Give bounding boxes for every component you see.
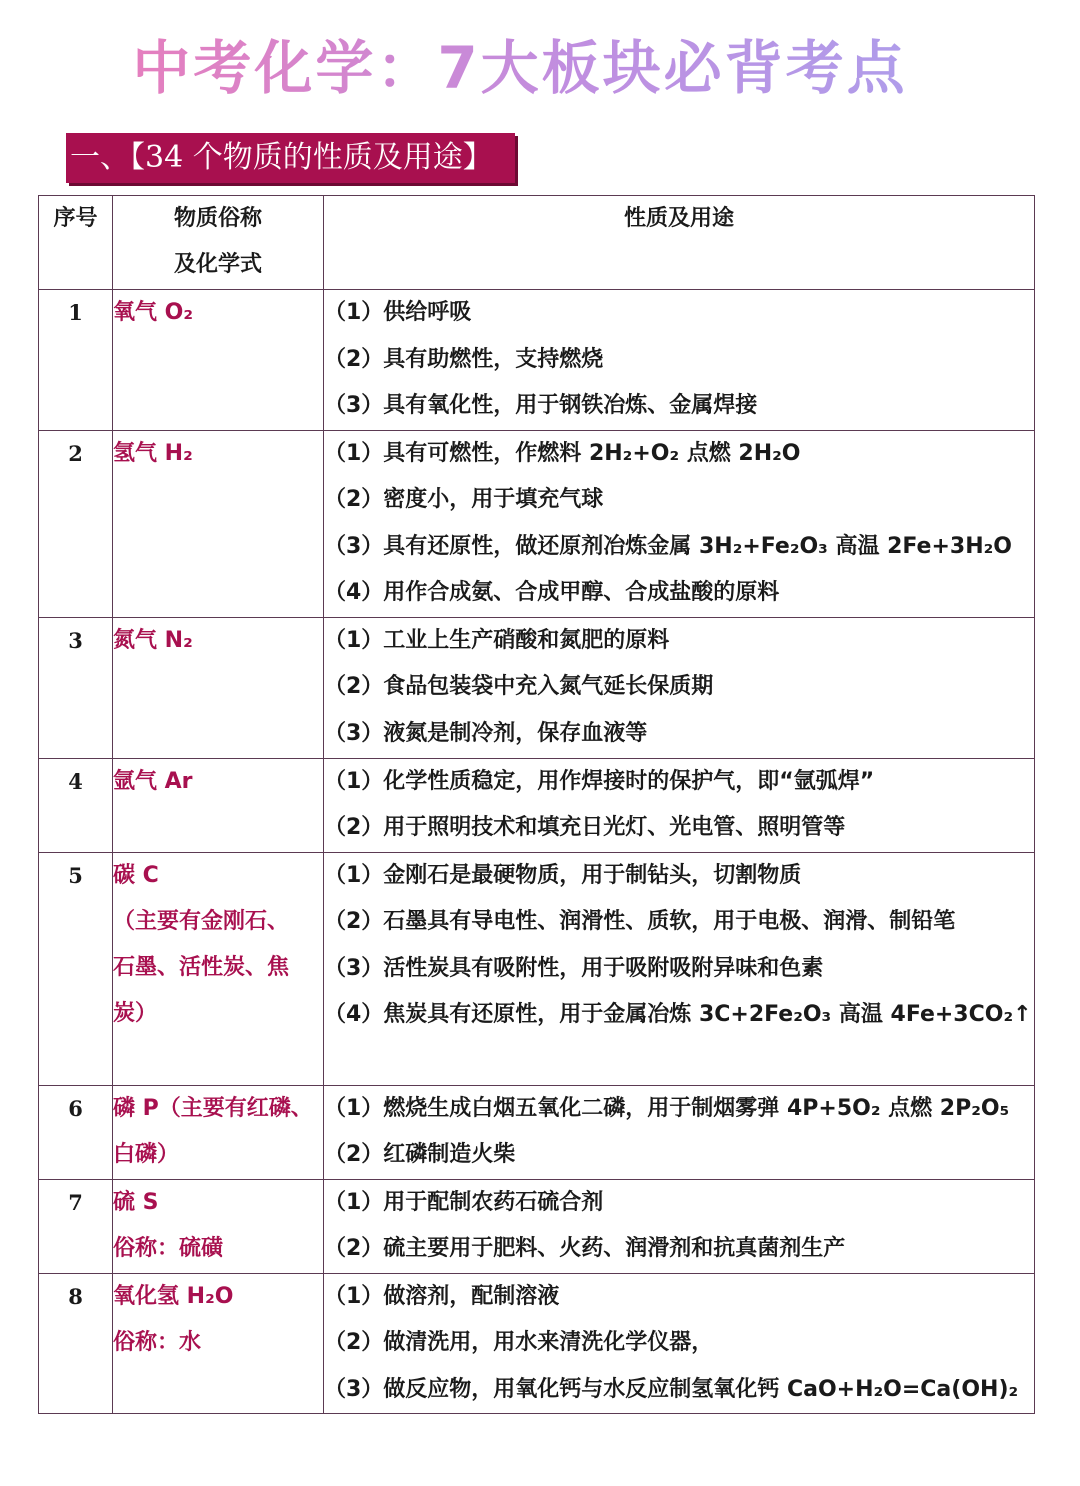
substance-name-line: （主要有金刚石、 [113, 908, 290, 934]
row-number: 5 [39, 852, 113, 1085]
use-item: （1）用于配制农药石硫合剂 [324, 1189, 604, 1215]
substance-name-line: 硫 S [113, 1189, 159, 1215]
substance-name [113, 430, 324, 617]
substance-name-line: 氧化氢 H₂O [113, 1283, 234, 1309]
substance-name [113, 290, 324, 431]
page-title: 中考化学：7大板块必背考点 [0, 30, 1040, 106]
substance-name-line: 俗称：硫磺 [113, 1235, 224, 1261]
substance-name [113, 1179, 324, 1273]
use-item: （1）做溶剂，配制溶液 [324, 1283, 560, 1309]
table-header-row [39, 196, 1035, 290]
row-number: 2 [39, 430, 113, 617]
substance-uses [324, 1085, 1035, 1179]
substance-name [113, 1273, 324, 1414]
use-item: （1）化学性质稳定，用作焊接时的保护气，即“氩弧焊” [324, 768, 875, 794]
use-item: （3）具有还原性，做还原剂冶炼金属 3H₂+Fe₂O₃ 高温 2Fe+3H₂O [324, 533, 1012, 559]
use-item: （3）液氮是制冷剂，保存血液等 [324, 720, 648, 746]
use-item: （2）食品包装袋中充入氮气延长保质期 [324, 674, 714, 699]
substance-uses [324, 430, 1035, 617]
use-item: （2）密度小，用于填充气球 [324, 487, 604, 512]
substance-name-line: 俗称：水 [113, 1329, 202, 1355]
table-row [39, 617, 1035, 758]
substance-name-line: 氮气 N₂ [113, 627, 193, 653]
use-item: （2）硫主要用于肥料、火药、润滑剂和抗真菌剂生产 [324, 1236, 846, 1261]
use-item: （1）工业上生产硝酸和氮肥的原料 [324, 627, 670, 653]
use-item: （1）燃烧生成白烟五氧化二磷，用于制烟雾弹 4P+5O₂ 点燃 2P₂O₅ [324, 1095, 1010, 1121]
use-item: （1）金刚石是最硬物质，用于制钻头，切割物质 [324, 862, 802, 888]
substance-name [113, 852, 324, 1085]
row-number: 7 [39, 1179, 113, 1273]
header-name-line1: 物质俗称 [173, 206, 262, 231]
substance-name-line: 磷 P（主要有红磷、 [113, 1095, 313, 1121]
row-number: 1 [39, 290, 113, 431]
row-number: 3 [39, 617, 113, 758]
row-number: 6 [39, 1085, 113, 1179]
table-row [39, 430, 1035, 617]
row-number: 4 [39, 758, 113, 852]
substance-name [113, 758, 324, 852]
use-item: （3）活性炭具有吸附性，用于吸附吸附异味和色素 [324, 955, 824, 981]
table-row [39, 758, 1035, 852]
use-item: （2）红磷制造火柴 [324, 1142, 516, 1167]
use-item: （1）具有可燃性，作燃料 2H₂+O₂ 点燃 2H₂O [324, 440, 801, 466]
substance-uses [324, 617, 1035, 758]
use-item: （3）具有氧化性，用于钢铁冶炼、金属焊接 [324, 393, 758, 418]
use-item: （2）用于照明技术和填充日光灯、光电管、照明管等 [324, 815, 846, 840]
substance-name-line: 白磷） [113, 1141, 180, 1167]
table-row [39, 1273, 1035, 1414]
table-row [39, 1085, 1035, 1179]
substance-uses [324, 1273, 1035, 1414]
substance-name-line: 石墨、活性炭、焦 [113, 954, 290, 980]
use-item: （2）做清洗用，用水来清洗化学仪器， [324, 1330, 714, 1355]
substance-name-line: 碳 C [113, 862, 159, 888]
use-item: （3）做反应物，用氧化钙与水反应制氢氧化钙 CaO+H₂O=Ca(OH)₂ [324, 1376, 1019, 1402]
substance-name-line: 氩气 Ar [113, 768, 193, 794]
use-item: （4）用作合成氨、合成甲醇、合成盐酸的原料 [324, 580, 780, 605]
use-item: （4）焦炭具有还原性，用于金属冶炼 3C+2Fe₂O₃ 高温 4Fe+3CO₂↑ [324, 1002, 1032, 1027]
table-row [39, 290, 1035, 431]
properties-table [38, 195, 1035, 1414]
section-heading: 一、【34 个物质的性质及用途】 [66, 133, 515, 183]
substance-uses [324, 1179, 1035, 1273]
use-item: （1）供给呼吸 [324, 300, 472, 325]
substance-uses [324, 290, 1035, 431]
header-name [113, 196, 324, 290]
substance-uses [324, 758, 1035, 852]
table-row [39, 852, 1035, 1085]
substance-name [113, 617, 324, 758]
substance-name-line: 炭） [113, 1000, 158, 1026]
header-name-line2: 及化学式 [173, 252, 262, 277]
use-item: （2）石墨具有导电性、润滑性、质软，用于电极、润滑、制铅笔 [324, 909, 956, 934]
substance-name [113, 1085, 324, 1179]
use-item: （2）具有助燃性，支持燃烧 [324, 346, 604, 372]
header-uses: 性质及用途 [324, 196, 1035, 290]
row-number: 8 [39, 1273, 113, 1414]
substance-uses [324, 852, 1035, 1085]
table-row [39, 1179, 1035, 1273]
header-number: 序号 [39, 196, 113, 290]
substance-name-line: 氧气 O₂ [113, 300, 193, 325]
substance-name-line: 氢气 H₂ [113, 440, 193, 466]
